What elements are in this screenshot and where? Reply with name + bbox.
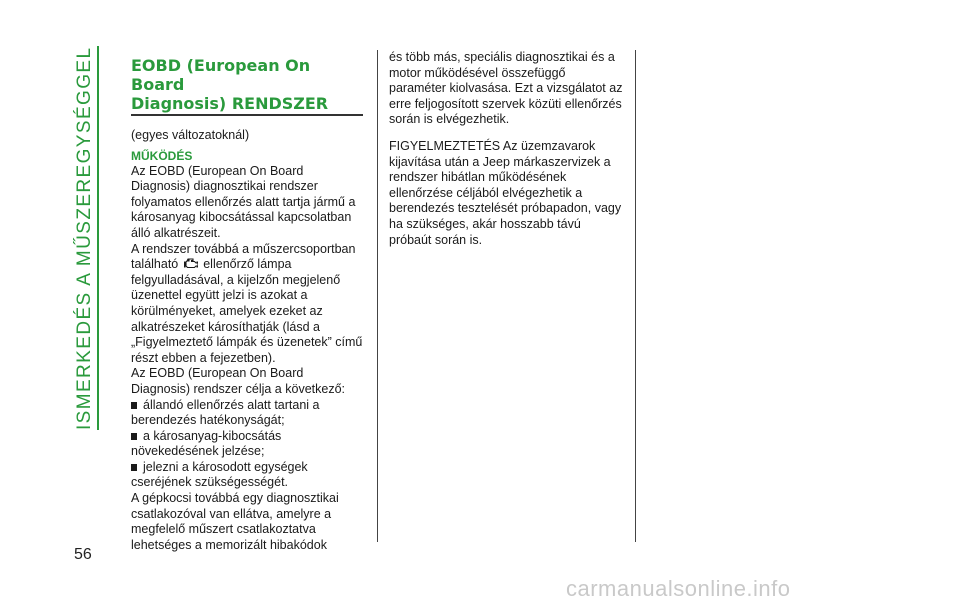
bullet-icon xyxy=(131,402,137,409)
paragraph-warning-lamp xyxy=(131,242,365,367)
page-number: 56 xyxy=(74,546,92,563)
paragraph-intro: Az EOBD (European On Board Diagnosis) diagnosztikai rendszer folyamatos ellenőrzés alatt tartja jármű a károsanyag kibocsátással kapcsolatban álló alkatrészeit. xyxy=(131,163,356,240)
watermark: carmanualsonline.info xyxy=(566,576,791,601)
paragraph-warning: FIGYELMEZTETÉS Az üzemzavarok kijavítása után a Jeep márkaszervizek a rendszer hibátlan működésének ellenőrzése céljából elvégezhetik a berendezés tesztelését próbapadon, vagy ha szükséges, akár hosszabb távú próbaút során is. xyxy=(389,138,622,247)
paragraph-warning-lamp-text-2: ellenőrző lámpa felgyulladásával, a kijelzőn megjelenő üzenettel együtt jelzi is azokat a körülményeket, amelyek ezeket az alkatrészeket károsíthatják (lásd a „Figyelmeztető lámpák és üzenetek” című részt ebben a fejezetben). xyxy=(131,257,363,365)
list-item: jelezni a károsodott egységek cseréjének szükségességét. xyxy=(131,459,308,490)
list-item: a károsanyag-kibocsátás növekedésének jelzése; xyxy=(131,428,282,459)
chapter-title: ISMERKEDÉS A MŰSZEREGYSÉGGEL xyxy=(74,46,95,430)
paragraph-warning-lamp-text-1: A rendszer továbbá a műszercsoportban található xyxy=(131,241,356,272)
bullet-icon xyxy=(131,433,137,440)
chapter-title-rule xyxy=(97,46,99,430)
section-heading xyxy=(131,56,365,113)
paragraph-purpose: Az EOBD (European On Board Diagnosis) rendszer célja a következő: xyxy=(131,366,345,396)
section-heading-line1: EOBD (European On Board xyxy=(131,56,311,94)
left-column xyxy=(131,56,365,553)
section-heading-line2: Diagnosis) RENDSZER xyxy=(131,94,329,113)
engine-check-icon xyxy=(184,258,198,269)
column-divider-right xyxy=(635,50,636,542)
paragraph-continued: és több más, speciális diagnosztikai és a motor működésével összefüggő paraméter kiolvasása. Ezt a vizsgálatot az erre feljogosított szervek közüti ellenőrzés során is elvégezhetik. xyxy=(389,50,623,127)
heading-underline xyxy=(131,114,363,116)
subheading: MŰKÖDÉS xyxy=(131,148,193,163)
right-column xyxy=(389,50,625,248)
paragraph-diagnostic-connector: A gépkocsi továbbá egy diagnosztikai csatlakozóval van ellátva, amelyre a megfelelő műszert csatlakoztatva lehetséges a memorizált hibakódok xyxy=(131,491,339,552)
version-note: (egyes változatoknál) xyxy=(131,128,250,142)
bullet-list xyxy=(131,398,365,492)
column-divider-left xyxy=(377,50,378,542)
list-item: állandó ellenőrzés alatt tartani a berendezés hatékonyságát; xyxy=(131,397,320,428)
bullet-icon xyxy=(131,464,137,471)
